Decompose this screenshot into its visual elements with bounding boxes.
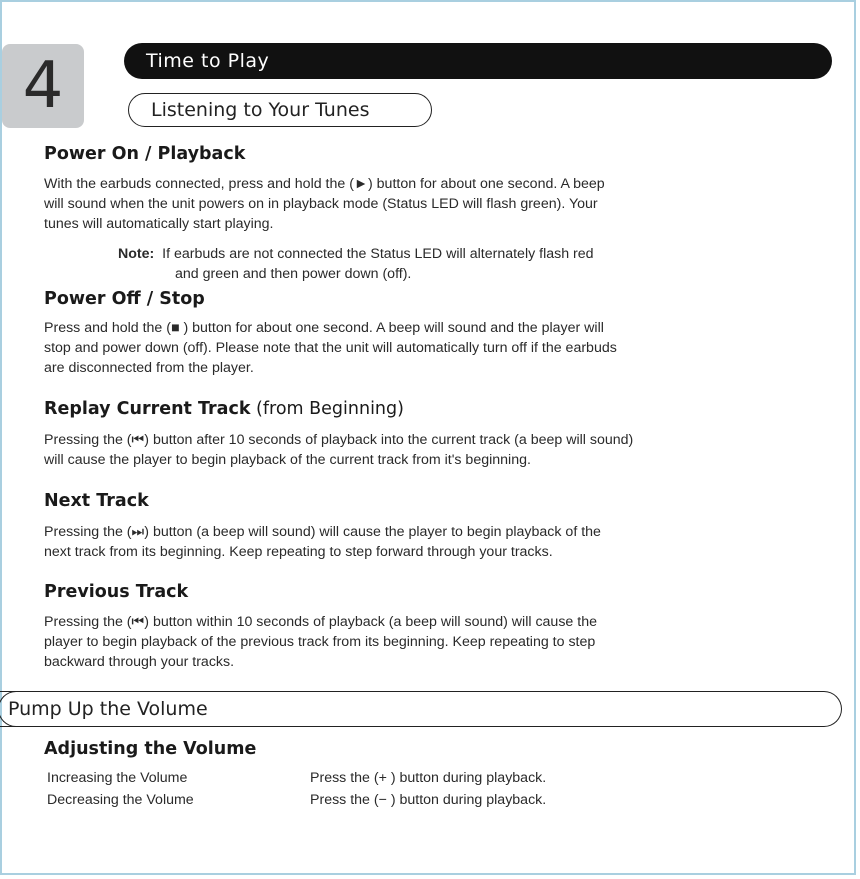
heading-previous-track: Previous Track [44,582,189,602]
replay-line-1: Pressing the (⏮) button after 10 seconds of playback into the current track (a beep will sound) [44,432,634,448]
volume-row-action: Press the (+ ) button during playback. [310,770,547,786]
replay-line-2: will cause the player to begin playback of the current track from it's beginning. [44,452,531,468]
volume-row-decrease [47,792,547,808]
replay-heading-text: Replay Current Track [44,399,251,419]
previous-track-line-3: backward through your tracks. [44,654,235,670]
volume-row-label: Increasing the Volume [47,770,188,786]
heading-power-off: Power Off / Stop [44,289,205,309]
heading-power-on: Power On / Playback [44,144,246,164]
power-on-line-1: With the earbuds connected, press and hold the (►) button for about one second. A beep [44,176,605,192]
note-line-1: If earbuds are not connected the Status LED will alternately flash red [162,246,594,262]
volume-section-title: Pump Up the Volume [0,691,842,727]
power-on-line-2: will sound when the unit powers on in playback mode (Status LED will flash green). Your [44,196,598,212]
section-title: Time to Play [124,43,832,79]
volume-row-increase [47,770,547,786]
heading-replay [44,399,404,419]
note-label: Note: [118,246,155,262]
power-off-line-3: are disconnected from the player. [44,360,254,376]
previous-track-line-1: Pressing the (⏮) button within 10 seconds of playback (a beep will sound) will cause the [44,614,597,630]
volume-row-action: Press the (− ) button during playback. [310,792,547,808]
power-off-line-2: stop and power down (off). Please note that the unit will automatically turn off if the earbuds [44,340,617,356]
next-track-line-1: Pressing the (⏭) button (a beep will sound) will cause the player to begin playback of the [44,524,601,540]
heading-next-track: Next Track [44,491,149,511]
heading-adjusting-volume: Adjusting the Volume [44,739,257,759]
volume-row-label: Decreasing the Volume [47,792,194,808]
next-track-line-2: next track from its beginning. Keep repeating to step forward through your tracks. [44,544,553,560]
replay-heading-suffix: (from Beginning) [250,399,404,419]
previous-track-line-2: player to begin playback of the previous track from its beginning. Keep repeating to step [44,634,596,650]
chapter-number: 4 [2,44,84,128]
power-on-line-3: tunes will automatically start playing. [44,216,274,232]
power-off-line-1: Press and hold the (■ ) button for about one second. A beep will sound and the player will [44,320,604,336]
subsection-title: Listening to Your Tunes [128,93,432,127]
note-line-2: and green and then power down (off). [175,266,412,282]
power-on-note [118,244,594,284]
